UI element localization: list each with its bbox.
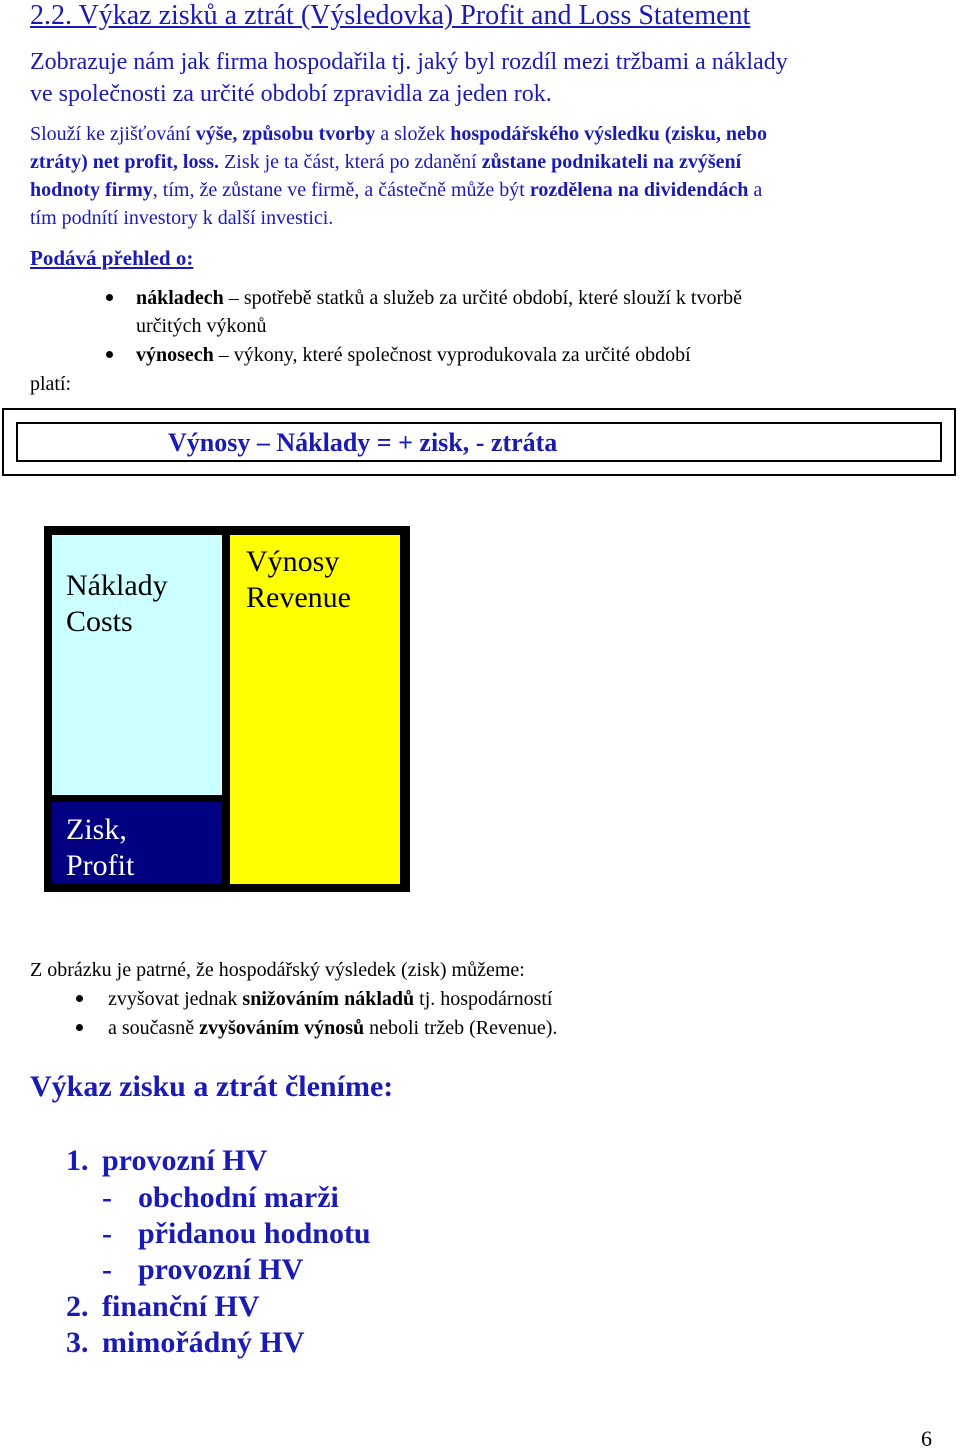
para-text: a xyxy=(748,179,763,201)
revenue-label-en: Revenue xyxy=(246,581,351,614)
intro-line-2: ve společnosti za určité období zpravidla za jeden rok. xyxy=(30,81,552,107)
division-num: - xyxy=(102,1253,112,1286)
para-bold: rozdělena na dividendách xyxy=(529,179,749,201)
overview-term: nákladech xyxy=(136,287,224,309)
paragraph-line-4: tím podnítí investory k další investici. xyxy=(30,207,334,229)
conclusion-text: tj. hospodárností xyxy=(414,988,553,1010)
conclusion-bold: snižováním nákladů xyxy=(242,988,415,1010)
para-text: Slouží ke zjišťování xyxy=(30,123,196,145)
section-heading: 2.2. Výkaz zisků a ztrát (Výsledovka) Profit and Loss Statement xyxy=(30,0,751,31)
profit-label-cz: Zisk, xyxy=(66,813,127,846)
overview-item-costs-cont: určitých výkonů xyxy=(136,315,267,337)
profit-label-en: Profit xyxy=(66,849,135,882)
conclusion-text: neboli tržeb (Revenue). xyxy=(364,1017,558,1039)
division-num: 3. xyxy=(66,1326,89,1359)
overview-item-revenue xyxy=(136,341,691,369)
bullet-icon xyxy=(76,995,83,1002)
costs-label-en: Costs xyxy=(66,605,133,638)
division-item: obchodní marži xyxy=(138,1181,339,1214)
para-bold: hospodářského výsledku (zisku, nebo xyxy=(450,123,767,145)
para-bold: ztráty) net profit, loss. xyxy=(30,151,220,173)
overview-text: – spotřebě statků a služeb za určité období, které slouží k tvorbě xyxy=(223,287,742,309)
division-num: 2. xyxy=(66,1290,89,1323)
division-item: mimořádný HV xyxy=(102,1326,305,1359)
division-item: přidanou hodnotu xyxy=(138,1217,371,1250)
conclusion-bold: zvyšováním výnosů xyxy=(199,1017,365,1039)
overview-text: – výkony, které společnost vyprodukovala za určité období xyxy=(213,344,691,366)
applies-label: platí: xyxy=(30,373,72,395)
conclusion-text: zvyšovat jednak xyxy=(108,988,243,1010)
conclusion-item-costs xyxy=(108,985,552,1013)
bullet-icon xyxy=(106,294,113,301)
division-item: provozní HV xyxy=(102,1144,268,1177)
paragraph-line-2 xyxy=(30,148,741,176)
para-text: Zisk je ta část, která po zdanění xyxy=(219,151,482,173)
costs-label-cz: Náklady xyxy=(66,569,168,602)
division-item: finanční HV xyxy=(102,1290,260,1323)
division-num: - xyxy=(102,1181,112,1214)
formula-text: Výnosy – Náklady = + zisk, - ztráta xyxy=(168,428,558,457)
conclusion-intro: Z obrázku je patrné, že hospodářský výsledek (zisk) můžeme: xyxy=(30,959,525,981)
para-bold: výše, způsobu tvorby xyxy=(195,123,376,145)
intro-line-1: Zobrazuje nám jak firma hospodařila tj. jaký byl rozdíl mezi tržbami a náklady xyxy=(30,49,788,75)
overview-heading: Podává přehled o: xyxy=(30,246,194,270)
revenue-label-cz: Výnosy xyxy=(246,545,340,578)
division-num: 1. xyxy=(66,1144,89,1177)
para-text: a složek xyxy=(375,123,451,145)
overview-term: výnosech xyxy=(136,344,214,366)
bullet-icon xyxy=(76,1024,83,1031)
overview-item-costs xyxy=(136,284,742,312)
paragraph-line-1 xyxy=(30,120,767,148)
conclusion-text: a současně xyxy=(108,1017,200,1039)
division-num: - xyxy=(102,1217,112,1250)
para-bold: zůstane podnikateli na zvýšení xyxy=(481,151,742,173)
conclusion-item-revenue xyxy=(108,1014,557,1042)
paragraph-line-3 xyxy=(30,176,762,204)
division-item: provozní HV xyxy=(138,1253,304,1286)
page-number: 6 xyxy=(921,1426,932,1451)
para-bold: hodnoty firmy xyxy=(30,179,153,201)
bullet-icon xyxy=(106,351,113,358)
para-text: , tím, že zůstane ve firmě, a částečně může být xyxy=(152,179,530,201)
division-heading: Výkaz zisku a ztrát členíme: xyxy=(30,1070,394,1103)
